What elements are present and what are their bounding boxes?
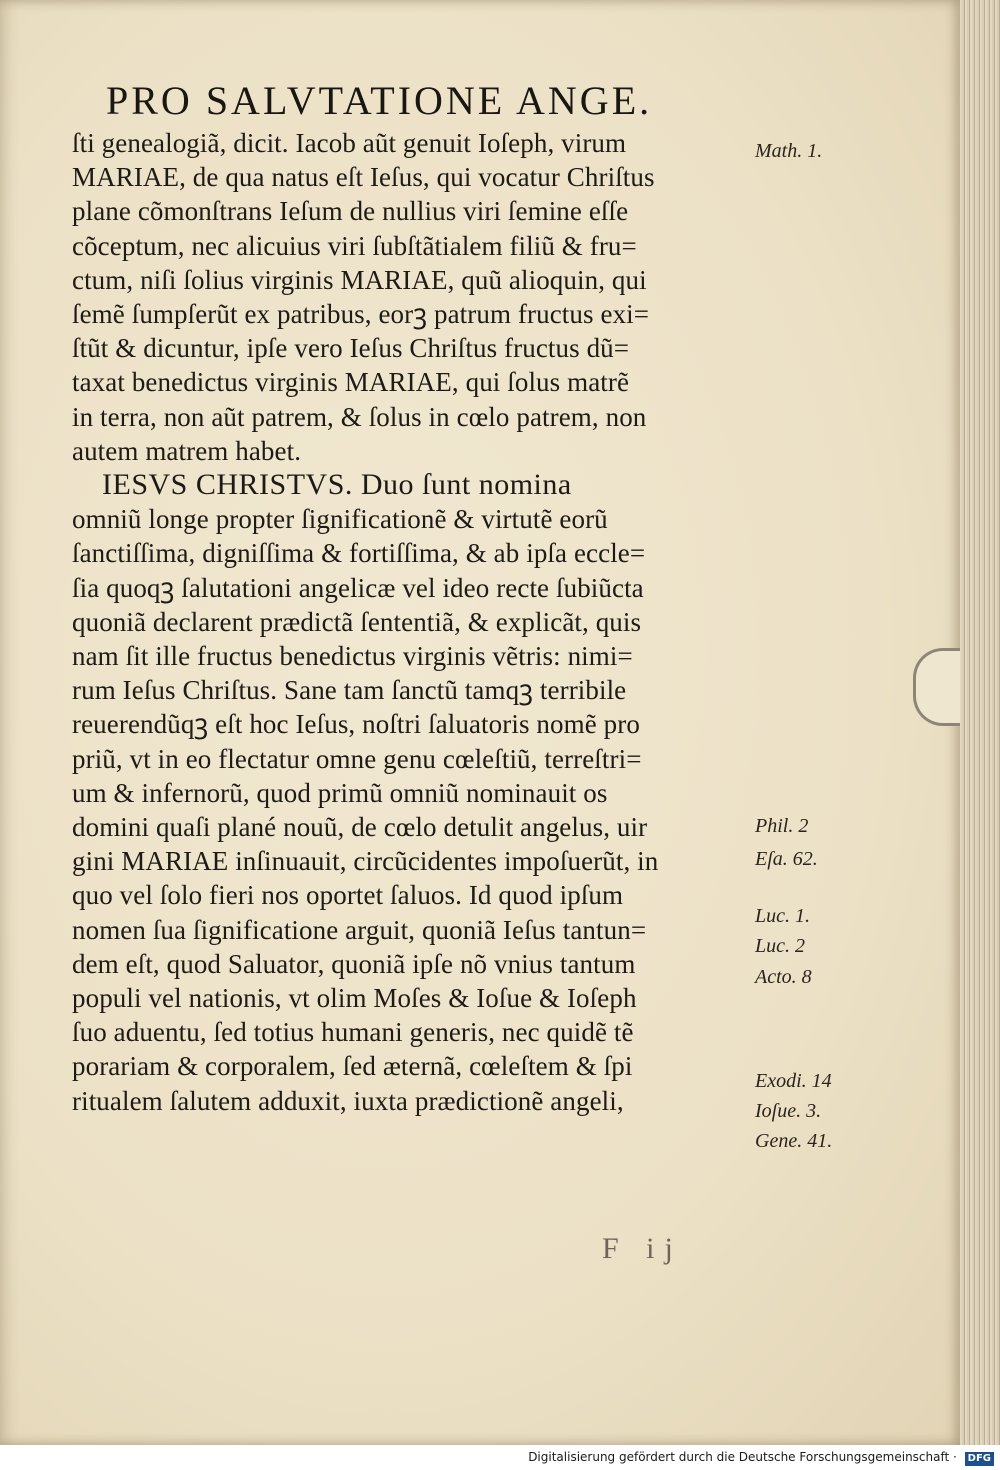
margin-note: Ioſue. 3.: [755, 1100, 822, 1122]
text-line: plane cõmonſtrans Ieſum de nullius viri ſemine eſſe: [72, 196, 629, 227]
dfg-logo-icon: DFG: [965, 1452, 994, 1466]
text-line: nomen ſua ſignificatione arguit, quoniã Ieſus tantun=: [72, 914, 647, 945]
text-line: dem eſt, quod Saluator, quoniã ipſe nõ vnius tantum: [72, 948, 636, 979]
text-line: ſtũt & dicuntur, ipſe vero Ieſus Chriſtus fructus dũ=: [72, 333, 630, 364]
signature-mark: F ij: [602, 1232, 683, 1265]
text-line: taxat benedictus virginis MARIAE, qui ſolus matrẽ: [72, 367, 630, 398]
text-line: quo vel ſolo fieri nos oportet ſaluos. Id quod ipſum: [72, 880, 624, 911]
margin-note: Luc. 1.: [755, 905, 810, 927]
text-line: ctum, niſi ſolius virginis MARIAE, quũ alioquin, qui: [72, 264, 647, 295]
text-line: ſanctiſſima, digniſſima & fortiſſima, & ab ipſa eccle=: [72, 538, 646, 569]
margin-note: Luc. 2: [755, 935, 805, 957]
margin-note: Acto. 8: [755, 966, 812, 988]
text-line: autem matrem habet.: [72, 435, 302, 466]
margin-note: Eſa. 62.: [755, 848, 818, 870]
text-line: ſemẽ ſumpſerũt ex patribus, eorꝫ patrum fructus exi=: [72, 299, 650, 330]
text-line: porariam & corporalem, ſed æternã, cœleſtem & ſpi: [72, 1051, 633, 1082]
text-line: gini MARIAE inſinuauit, circũcidentes impoſuerũt, in: [72, 846, 659, 877]
text-line: omniũ longe propter ſignificationẽ & virtutẽ eorũ: [72, 504, 608, 535]
text-line: rum Ieſus Chriſtus. Sane tam ſanctũ tamqꝫ terribile: [72, 675, 627, 706]
margin-note: Math. 1.: [755, 140, 823, 162]
text-line: MARIAE, de qua natus eſt Ieſus, qui vocatur Chriſtus: [72, 162, 655, 193]
margin-note: Gene. 41.: [755, 1130, 833, 1152]
text-line: ſti genealogiã, dicit. Iacob aũt genuit Ioſeph, virum: [72, 128, 627, 158]
margin-note: Exodi. 14: [755, 1070, 832, 1092]
margin-note: Phil. 2: [755, 815, 809, 837]
section-heading-line: IESVS CHRISTVS. Duo ſunt nomina: [102, 468, 572, 502]
footer-credit-bar: [0, 1445, 1000, 1470]
text-line: domini quaſi plané nouũ, de cœlo detulit angelus, uir: [72, 812, 648, 843]
text-line: ſia quoqꝫ ſalutationi angelicæ vel ideo recte ſubiũcta: [72, 572, 644, 603]
text-line: priũ, vt in eo flectatur omne genu cœleſtiũ, terreſtri=: [72, 743, 642, 774]
text-line: quoniã declarent prædictã ſententiã, & explicãt, quis: [72, 606, 642, 637]
main-text: [72, 78, 752, 1118]
text-line: ſuo aduentu, ſed totius humani generis, nec quidẽ tẽ: [72, 1017, 634, 1048]
text-line: um & infernorũ, quod primũ omniũ nominauit os: [72, 777, 608, 808]
running-header: PRO SALVTATIONE ANGE.: [106, 78, 653, 123]
page-clip-tab: [913, 648, 960, 726]
text-line: reuerendũqꝫ eſt hoc Ieſus, noſtri ſaluatoris nomẽ pro: [72, 709, 640, 740]
footer-credit-text: Digitalisierung gefördert durch die Deutsche Forschungsgemeinschaft ·: [528, 1450, 957, 1464]
text-line: ritualem ſalutem adduxit, iuxta prædictionẽ angeli,: [72, 1085, 624, 1116]
text-line: populi vel nationis, vt olim Moſes & Ioſue & Ioſeph: [72, 983, 637, 1014]
text-line: cõceptum, nec alicuius viri ſubſtãtialem filiũ & fru=: [72, 230, 637, 261]
text-line: in terra, non aũt patrem, & ſolus in cœlo patrem, non: [72, 401, 647, 432]
text-line: nam ſit ille fructus benedictus virginis vẽtris: nimi=: [72, 641, 633, 672]
